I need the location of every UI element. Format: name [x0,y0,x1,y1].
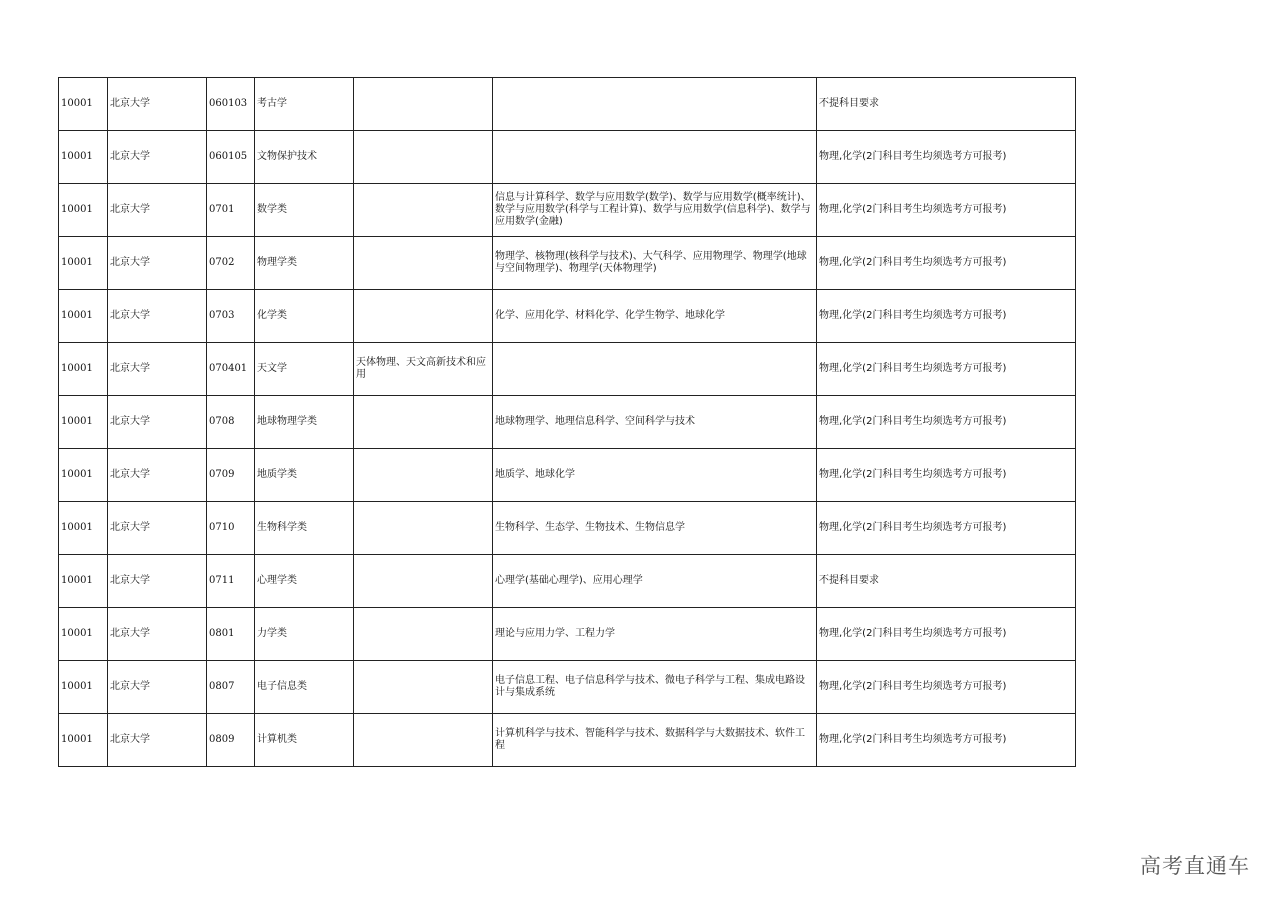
school-code-cell: 10001 [59,131,108,184]
school-code-cell: 10001 [59,555,108,608]
major-name-cell: 心理学类 [255,555,354,608]
table-row [59,131,1076,184]
direction-cell [354,502,493,555]
table-body [59,78,1076,767]
watermark-text: 高考直通车 [1140,854,1250,878]
major-code-cell: 070401 [207,343,255,396]
subject-requirement-cell: 物理,化学(2门科目考生均须选考方可报考) [817,714,1076,767]
direction-cell [354,714,493,767]
school-code-cell: 10001 [59,714,108,767]
subject-requirement-cell: 物理,化学(2门科目考生均须选考方可报考) [817,396,1076,449]
major-code-cell: 0710 [207,502,255,555]
school-name-cell: 北京大学 [108,237,207,290]
major-name-cell: 文物保护技术 [255,131,354,184]
direction-cell [354,608,493,661]
subject-requirement-table [58,77,1076,767]
school-name-cell: 北京大学 [108,78,207,131]
school-code-cell: 10001 [59,502,108,555]
table-row [59,714,1076,767]
school-name-cell: 北京大学 [108,290,207,343]
school-name-cell: 北京大学 [108,343,207,396]
major-code-cell: 0702 [207,237,255,290]
school-code-cell: 10001 [59,184,108,237]
direction-cell [354,396,493,449]
school-name-cell: 北京大学 [108,714,207,767]
subject-requirement-cell: 物理,化学(2门科目考生均须选考方可报考) [817,343,1076,396]
major-code-cell: 060103 [207,78,255,131]
included-majors-cell: 化学、应用化学、材料化学、化学生物学、地球化学 [493,290,817,343]
school-code-cell: 10001 [59,343,108,396]
included-majors-cell [493,131,817,184]
subject-requirement-cell: 物理,化学(2门科目考生均须选考方可报考) [817,290,1076,343]
school-code-cell: 10001 [59,78,108,131]
school-code-cell: 10001 [59,290,108,343]
major-name-cell: 电子信息类 [255,661,354,714]
subject-requirement-cell: 物理,化学(2门科目考生均须选考方可报考) [817,449,1076,502]
major-name-cell: 地球物理学类 [255,396,354,449]
included-majors-cell: 计算机科学与技术、智能科学与技术、数据科学与大数据技术、软件工程 [493,714,817,767]
school-name-cell: 北京大学 [108,502,207,555]
included-majors-cell: 信息与计算科学、数学与应用数学(数学)、数学与应用数学(概率统计)、数学与应用数学(科学与工程计算)、数学与应用数学(信息科学)、数学与应用数学(金融) [493,184,817,237]
included-majors-cell: 物理学、核物理(核科学与技术)、大气科学、应用物理学、物理学(地球与空间物理学)、物理学(天体物理学) [493,237,817,290]
subject-requirement-cell: 物理,化学(2门科目考生均须选考方可报考) [817,184,1076,237]
major-name-cell: 天文学 [255,343,354,396]
table-row [59,502,1076,555]
included-majors-cell: 电子信息工程、电子信息科学与技术、微电子科学与工程、集成电路设计与集成系统 [493,661,817,714]
major-code-cell: 0809 [207,714,255,767]
included-majors-cell: 理论与应用力学、工程力学 [493,608,817,661]
major-name-cell: 地质学类 [255,449,354,502]
table-row [59,184,1076,237]
table-row [59,78,1076,131]
subject-requirement-cell: 不提科目要求 [817,555,1076,608]
school-code-cell: 10001 [59,396,108,449]
direction-cell [354,555,493,608]
table-row [59,343,1076,396]
direction-cell [354,237,493,290]
direction-cell [354,78,493,131]
major-name-cell: 化学类 [255,290,354,343]
table-row [59,661,1076,714]
school-name-cell: 北京大学 [108,449,207,502]
major-code-cell: 060105 [207,131,255,184]
school-name-cell: 北京大学 [108,131,207,184]
school-name-cell: 北京大学 [108,184,207,237]
major-name-cell: 生物科学类 [255,502,354,555]
school-code-cell: 10001 [59,237,108,290]
included-majors-cell: 地球物理学、地理信息科学、空间科学与技术 [493,396,817,449]
table-row [59,237,1076,290]
major-code-cell: 0711 [207,555,255,608]
subject-requirement-cell: 物理,化学(2门科目考生均须选考方可报考) [817,131,1076,184]
major-code-cell: 0701 [207,184,255,237]
direction-cell [354,131,493,184]
table-row [59,608,1076,661]
direction-cell [354,184,493,237]
major-code-cell: 0703 [207,290,255,343]
table-row [59,290,1076,343]
major-code-cell: 0709 [207,449,255,502]
school-code-cell: 10001 [59,661,108,714]
school-name-cell: 北京大学 [108,396,207,449]
school-code-cell: 10001 [59,608,108,661]
major-name-cell: 力学类 [255,608,354,661]
major-code-cell: 0801 [207,608,255,661]
direction-cell [354,290,493,343]
table-row [59,449,1076,502]
subject-requirement-cell: 物理,化学(2门科目考生均须选考方可报考) [817,502,1076,555]
direction-cell: 天体物理、天文高新技术和应用 [354,343,493,396]
direction-cell [354,661,493,714]
table-row [59,396,1076,449]
school-code-cell: 10001 [59,449,108,502]
major-code-cell: 0807 [207,661,255,714]
subject-requirement-cell: 物理,化学(2门科目考生均须选考方可报考) [817,608,1076,661]
direction-cell [354,449,493,502]
subject-requirement-cell: 物理,化学(2门科目考生均须选考方可报考) [817,661,1076,714]
major-name-cell: 考古学 [255,78,354,131]
table-row [59,555,1076,608]
subject-requirement-cell: 不提科目要求 [817,78,1076,131]
included-majors-cell [493,343,817,396]
major-code-cell: 0708 [207,396,255,449]
included-majors-cell: 生物科学、生态学、生物技术、生物信息学 [493,502,817,555]
major-name-cell: 计算机类 [255,714,354,767]
school-name-cell: 北京大学 [108,608,207,661]
included-majors-cell: 地质学、地球化学 [493,449,817,502]
school-name-cell: 北京大学 [108,555,207,608]
major-name-cell: 物理学类 [255,237,354,290]
major-name-cell: 数学类 [255,184,354,237]
included-majors-cell [493,78,817,131]
included-majors-cell: 心理学(基础心理学)、应用心理学 [493,555,817,608]
subject-requirement-cell: 物理,化学(2门科目考生均须选考方可报考) [817,237,1076,290]
school-name-cell: 北京大学 [108,661,207,714]
